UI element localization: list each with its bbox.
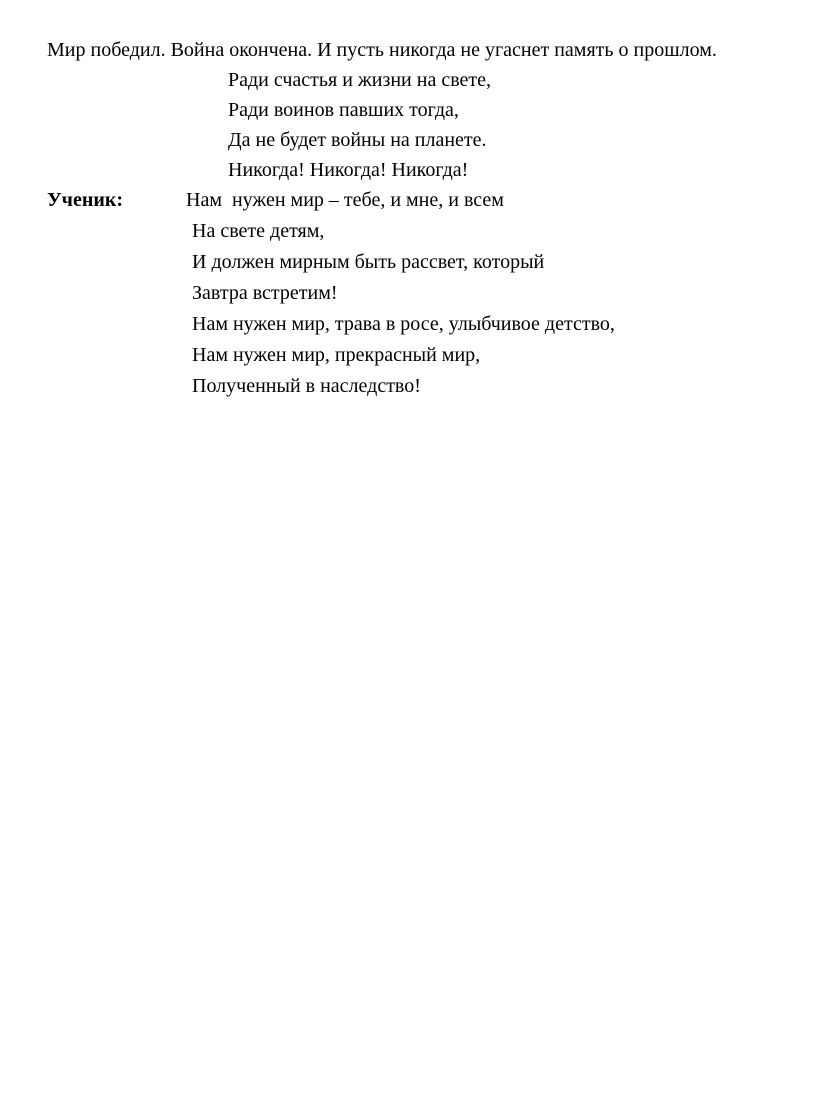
student-line-6: Нам нужен мир, прекрасный мир, [192, 344, 481, 366]
student-line-7: Полученный в наследство! [192, 375, 421, 397]
stanza1-line-3: Да не будет войны на планете. [228, 129, 487, 151]
intro-line: Мир победил. Война окончена. И пусть никогда не угаснет память о прошлом. [47, 39, 717, 61]
student-line-5: Нам нужен мир, трава в росе, улыбчивое детство, [192, 313, 615, 335]
speaker-label: Ученик: [47, 189, 124, 211]
stanza1-line-2: Ради воинов павших тогда, [228, 99, 459, 121]
student-line-4: Завтра встретим! [192, 282, 338, 304]
stanza1-line-4: Никогда! Никогда! Никогда! [228, 159, 469, 181]
stanza1-line-1: Ради счастья и жизни на свете, [228, 69, 492, 91]
student-line-2: На свете детям, [192, 220, 325, 242]
student-line-3: И должен мирным быть рассвет, который [192, 251, 545, 273]
student-line-1: Нам нужен мир – тебе, и мне, и всем [186, 189, 504, 211]
